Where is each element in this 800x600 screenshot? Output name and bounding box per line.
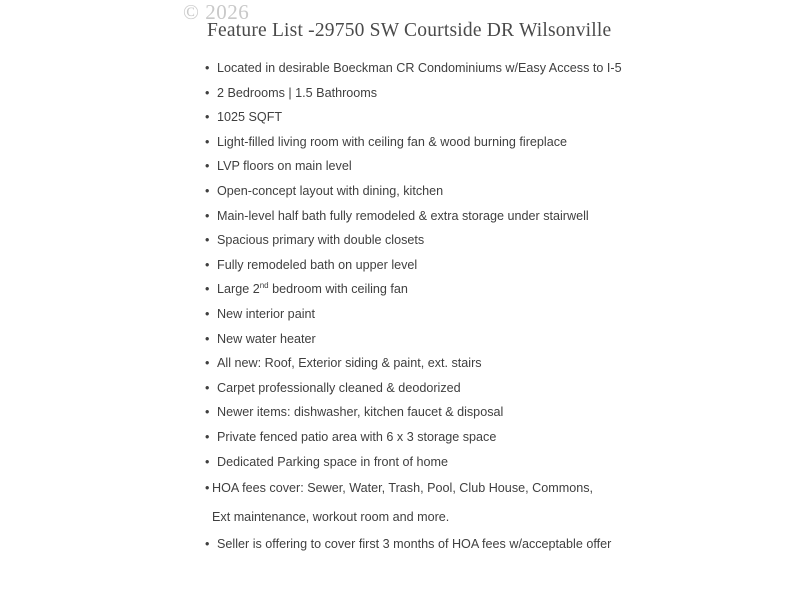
list-item bbox=[205, 450, 765, 475]
list-item bbox=[205, 425, 765, 450]
list-item bbox=[205, 277, 765, 302]
bullet-icon: • bbox=[205, 282, 210, 297]
list-item-label: Large 2nd bedroom with ceiling fan bbox=[217, 281, 408, 297]
list-item bbox=[205, 81, 765, 106]
bullet-icon: • bbox=[205, 405, 210, 420]
list-item bbox=[205, 56, 765, 81]
bullet-icon: • bbox=[205, 61, 210, 75]
list-item-label: Located in desirable Boeckman CR Condominiums w/Easy Access to I-5 bbox=[217, 61, 622, 75]
bullet-icon: • bbox=[205, 429, 210, 444]
list-item-label: Light-filled living room with ceiling fan & wood burning fireplace bbox=[217, 134, 568, 149]
list-item bbox=[205, 302, 765, 327]
list-item bbox=[205, 532, 765, 557]
list-item-label: Main-level half bath fully remodeled & extra storage under stairwell bbox=[217, 208, 589, 223]
bullet-icon: • bbox=[205, 159, 210, 174]
list-item bbox=[205, 204, 765, 229]
list-item bbox=[205, 179, 765, 204]
list-item bbox=[205, 228, 765, 253]
list-item-label: New water heater bbox=[217, 331, 316, 346]
list-item-label: Seller is offering to cover first 3 months of HOA fees w/acceptable offer bbox=[217, 537, 612, 552]
bullet-icon: • bbox=[205, 454, 210, 469]
list-item bbox=[205, 253, 765, 278]
list-item-label: Dedicated Parking space in front of home bbox=[217, 454, 449, 469]
bullet-icon: • bbox=[205, 306, 210, 321]
list-item bbox=[205, 105, 765, 130]
list-item-label: Open-concept layout with dining, kitchen bbox=[217, 183, 444, 198]
list-item-label: Spacious primary with double closets bbox=[217, 233, 425, 248]
bullet-icon: • bbox=[205, 134, 210, 149]
list-item bbox=[205, 376, 765, 401]
list-item bbox=[205, 474, 612, 532]
list-item-label: HOA fees cover: Sewer, Water, Trash, Pool, Club House, Commons, Ext maintenance, workout room and more. bbox=[212, 481, 593, 525]
list-item bbox=[205, 130, 765, 155]
bullet-icon: • bbox=[205, 110, 210, 125]
bullet-icon: • bbox=[205, 380, 210, 395]
list-item bbox=[205, 351, 765, 376]
list-item-label: Private fenced patio area with 6 x 3 storage space bbox=[217, 429, 497, 444]
bullet-icon: • bbox=[205, 537, 210, 552]
page-title: Feature List -29750 SW Courtside DR Wilsonville bbox=[207, 20, 612, 41]
list-item-label: LVP floors on main level bbox=[217, 159, 352, 174]
bullet-icon: • bbox=[205, 85, 210, 100]
ordinal-superscript: nd bbox=[259, 281, 269, 291]
list-item-label: Fully remodeled bath on upper level bbox=[217, 257, 418, 272]
bullet-icon: • bbox=[205, 233, 210, 248]
list-item-label: New interior paint bbox=[217, 306, 315, 321]
bullet-icon: • bbox=[205, 257, 210, 272]
list-item-label: Newer items: dishwasher, kitchen faucet & disposal bbox=[217, 405, 504, 420]
list-item-label: All new: Roof, Exterior siding & paint, ext. stairs bbox=[217, 356, 482, 371]
list-item bbox=[205, 154, 765, 179]
list-item bbox=[205, 400, 765, 425]
list-item-label: 2 Bedrooms | 1.5 Bathrooms bbox=[217, 85, 378, 100]
bullet-icon: • bbox=[205, 208, 210, 223]
copyright-watermark: © 2026 bbox=[183, 0, 250, 24]
list-item bbox=[205, 327, 765, 352]
list-item-label: Carpet professionally cleaned & deodorized bbox=[217, 380, 461, 395]
bullet-icon: • bbox=[205, 331, 210, 346]
bullet-icon: • bbox=[205, 183, 210, 198]
bullet-icon: • bbox=[205, 356, 210, 371]
feature-list bbox=[205, 56, 765, 557]
list-item-label: 1025 SQFT bbox=[217, 110, 283, 125]
bullet-icon: • bbox=[205, 481, 210, 496]
